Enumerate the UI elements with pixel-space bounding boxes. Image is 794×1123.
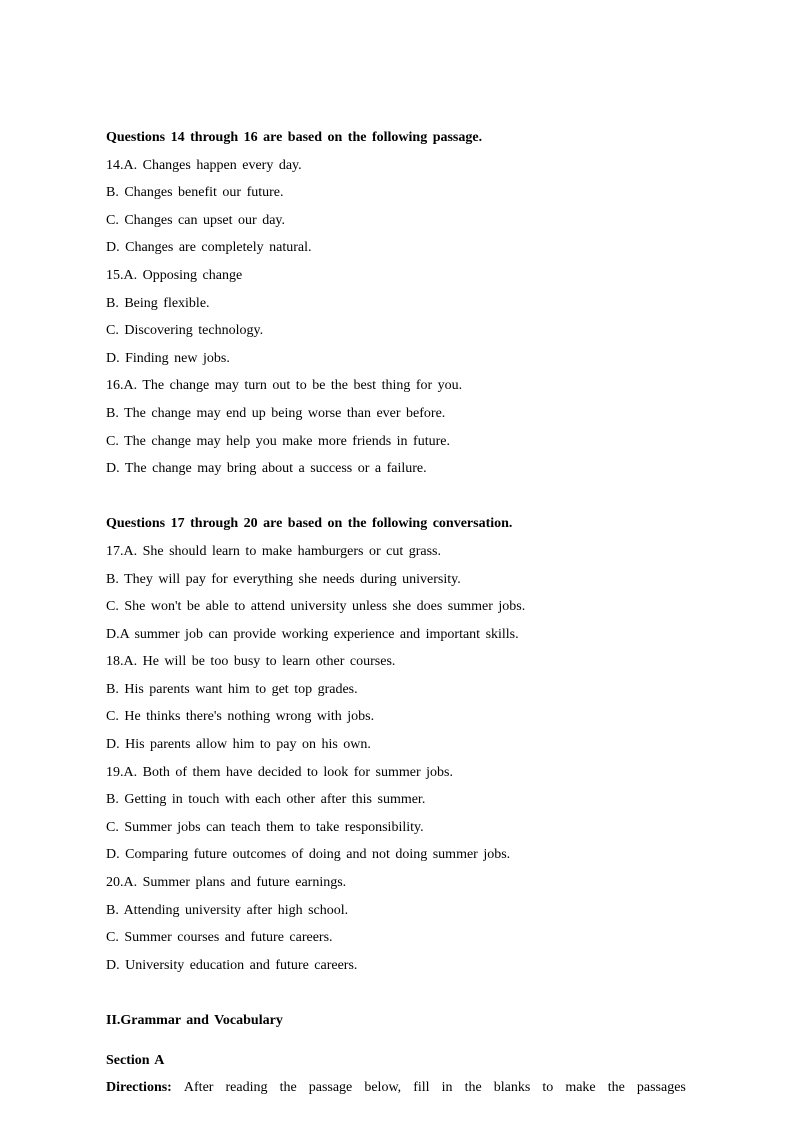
section-14-16-heading: Questions 14 through 16 are based on the following passage. — [106, 130, 483, 145]
option-line: 16.A. The change may turn out to be the best thing for you. — [106, 378, 463, 394]
option-line: 17.A. She should learn to make hamburgers or cut grass. — [106, 543, 442, 559]
option-line: C. He thinks there's nothing wrong with jobs. — [106, 709, 375, 725]
directions-word: make — [565, 1080, 596, 1096]
document-content — [106, 124, 686, 1102]
option-line: B. The change may end up being worse than ever before. — [106, 405, 446, 421]
option-line: C. Discovering technology. — [106, 323, 264, 339]
option-line: C. Summer courses and future careers. — [106, 930, 333, 946]
option-line: B. Being flexible. — [106, 295, 210, 311]
option-line: B. His parents want him to get top grades. — [106, 681, 358, 697]
option-line: C. The change may help you make more friends in future. — [106, 433, 450, 449]
section-a-heading: Section A — [106, 1052, 165, 1068]
directions-word: the — [607, 1080, 625, 1096]
section-gap — [106, 1035, 686, 1047]
directions-word: passages — [636, 1080, 686, 1096]
directions-word: fill — [413, 1080, 430, 1096]
option-line: D. His parents allow him to pay on his own. — [106, 737, 371, 753]
section-17-20-options — [106, 538, 686, 980]
section-gap — [106, 979, 686, 1007]
directions-word: below, — [364, 1080, 402, 1096]
option-line: 15.A. Opposing change — [106, 267, 243, 283]
option-line: B. They will pay for everything she needs during university. — [106, 571, 461, 587]
directions-word: reading — [225, 1080, 268, 1096]
section-14-16-options — [106, 152, 686, 483]
option-line: 14.A. Changes happen every day. — [106, 157, 302, 173]
option-line: C. Summer jobs can teach them to take responsibility. — [106, 819, 424, 835]
option-line: D. University education and future careers. — [106, 957, 358, 973]
option-line: D. Comparing future outcomes of doing and not doing summer jobs. — [106, 847, 511, 863]
option-line: D. The change may bring about a success or a failure. — [106, 461, 427, 477]
directions-word: to — [542, 1080, 554, 1096]
section-17-20-heading: Questions 17 through 20 are based on the following conversation. — [106, 516, 513, 532]
option-line: B. Getting in touch with each other after this summer. — [106, 792, 426, 808]
option-line: B. Changes benefit our future. — [106, 185, 284, 201]
directions-word: After — [183, 1080, 214, 1096]
directions-word: passage — [308, 1080, 353, 1096]
option-line: 18.A. He will be too busy to learn other courses. — [106, 654, 396, 670]
option-line: D. Changes are completely natural. — [106, 240, 312, 256]
option-line: C. Changes can upset our day. — [106, 212, 285, 228]
part-2-heading: II.Grammar and Vocabulary — [106, 1013, 283, 1028]
option-line: D. Finding new jobs. — [106, 350, 230, 366]
section-gap — [106, 483, 686, 511]
directions-word: blanks — [493, 1080, 531, 1096]
directions-label: Directions: — [106, 1080, 172, 1096]
directions-line — [106, 1074, 686, 1102]
option-line: B. Attending university after high school. — [106, 902, 349, 918]
option-line: 20.A. Summer plans and future earnings. — [106, 875, 347, 891]
directions-word: in — [441, 1080, 453, 1096]
directions-word: the — [279, 1080, 297, 1096]
directions-word: the — [464, 1080, 482, 1096]
option-line: 19.A. Both of them have decided to look for summer jobs. — [106, 764, 453, 780]
option-line: C. She won't be able to attend university unless she does summer jobs. — [106, 599, 526, 615]
option-line: D.A summer job can provide working experience and important skills. — [106, 626, 519, 642]
